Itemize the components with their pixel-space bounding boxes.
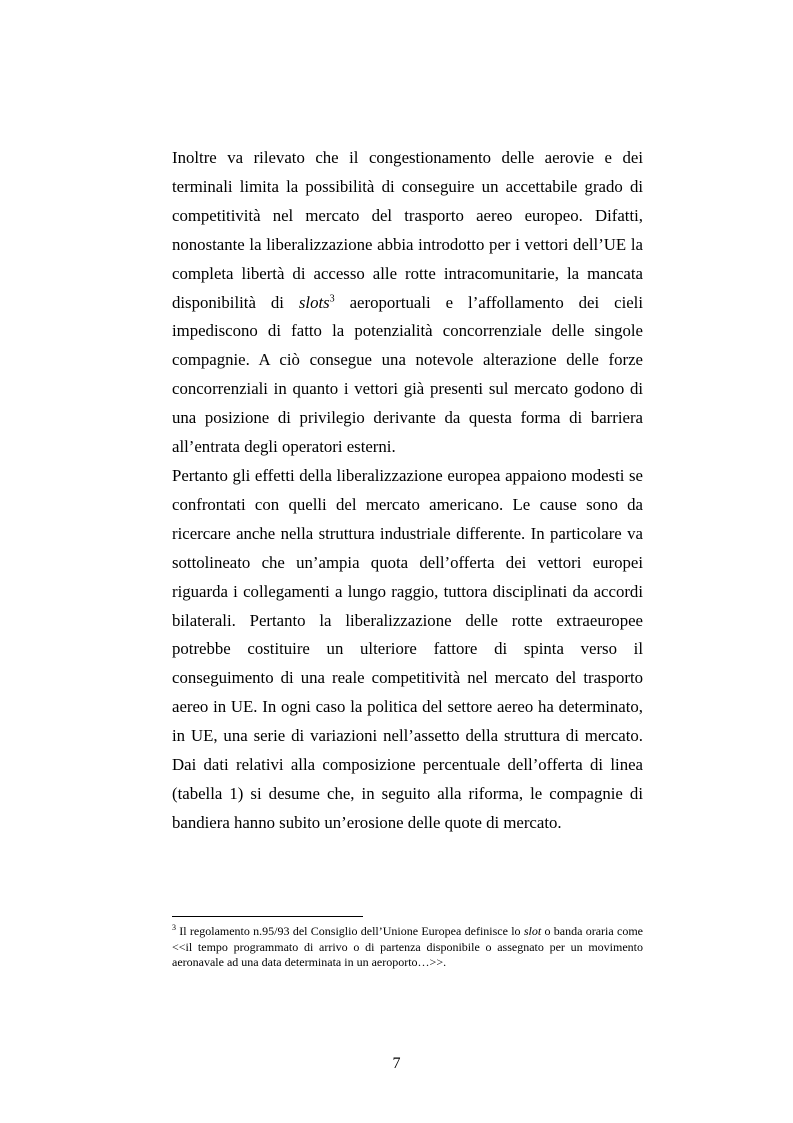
footnote-number: 3 xyxy=(172,923,176,932)
slots-term: slots xyxy=(298,292,330,312)
paragraph-1 xyxy=(172,144,643,462)
body-text xyxy=(172,144,643,838)
page-number: 7 xyxy=(392,1055,401,1072)
footnote-text-b: o banda oraria come <<il tempo programmato di arrivo o di partenza disponibile o assegnato per un movimento aeronavale ad una data determinata in un aeroporto…>>. xyxy=(172,924,643,969)
paragraph-1-text-b: aeroportuali e l’affollamento dei cieli impediscono di fatto la potenzialità concorrenziale delle singole compagnie. A ciò consegue una notevole alterazione delle forze concorrenziali in quanto i vettori già presenti sul mercato godono di una posizione di privilegio derivante da questa forma di barriera all’entrata degli operatori esterni. xyxy=(172,292,644,457)
slot-term: slot xyxy=(523,924,542,938)
footnote-reference: 3 xyxy=(329,292,335,304)
footnote xyxy=(172,924,643,971)
footnote-separator xyxy=(172,916,363,917)
paragraph-2: Pertanto gli effetti della liberalizzazione europea appaiono modesti se confrontati con quelli del mercato americano. Le cause sono da ricercare anche nella struttura industriale differente. In particolare va sottolineato che un’ampia quota dell’offerta dei vettori europei riguarda i collegamenti a lungo raggio, tuttora disciplinati da accordi bilaterali. Pertanto la liberalizzazione delle rotte extraeuropee potrebbe costituire un ulteriore fattore di spinta verso il conseguimento di una reale competitività nel mercato del trasporto aereo in UE. In ogni caso la politica del settore aereo ha determinato, in UE, una serie di variazioni nell’assetto della struttura di mercato. Dai dati relativi alla composizione percentuale dell’offerta di linea (tabella 1) si desume che, in seguito alla riforma, le compagnie di bandiera hanno subito un’erosione delle quote di mercato. xyxy=(172,465,643,832)
paragraph-1-text-a: Inoltre va rilevato che il congestionamento delle aerovie e dei terminali limita la possibilità di conseguire un accettabile grado di competitività nel mercato del trasporto aereo europeo. Difatti, nonostante la liberalizzazione abbia introdotto per i vettori dell’UE la completa libertà di accesso alle rotte intracomunitarie, la mancata disponibilità di xyxy=(172,148,643,312)
footnote-text-a: Il regolamento n.95/93 del Consiglio dell’Unione Europea definisce lo xyxy=(176,924,524,938)
